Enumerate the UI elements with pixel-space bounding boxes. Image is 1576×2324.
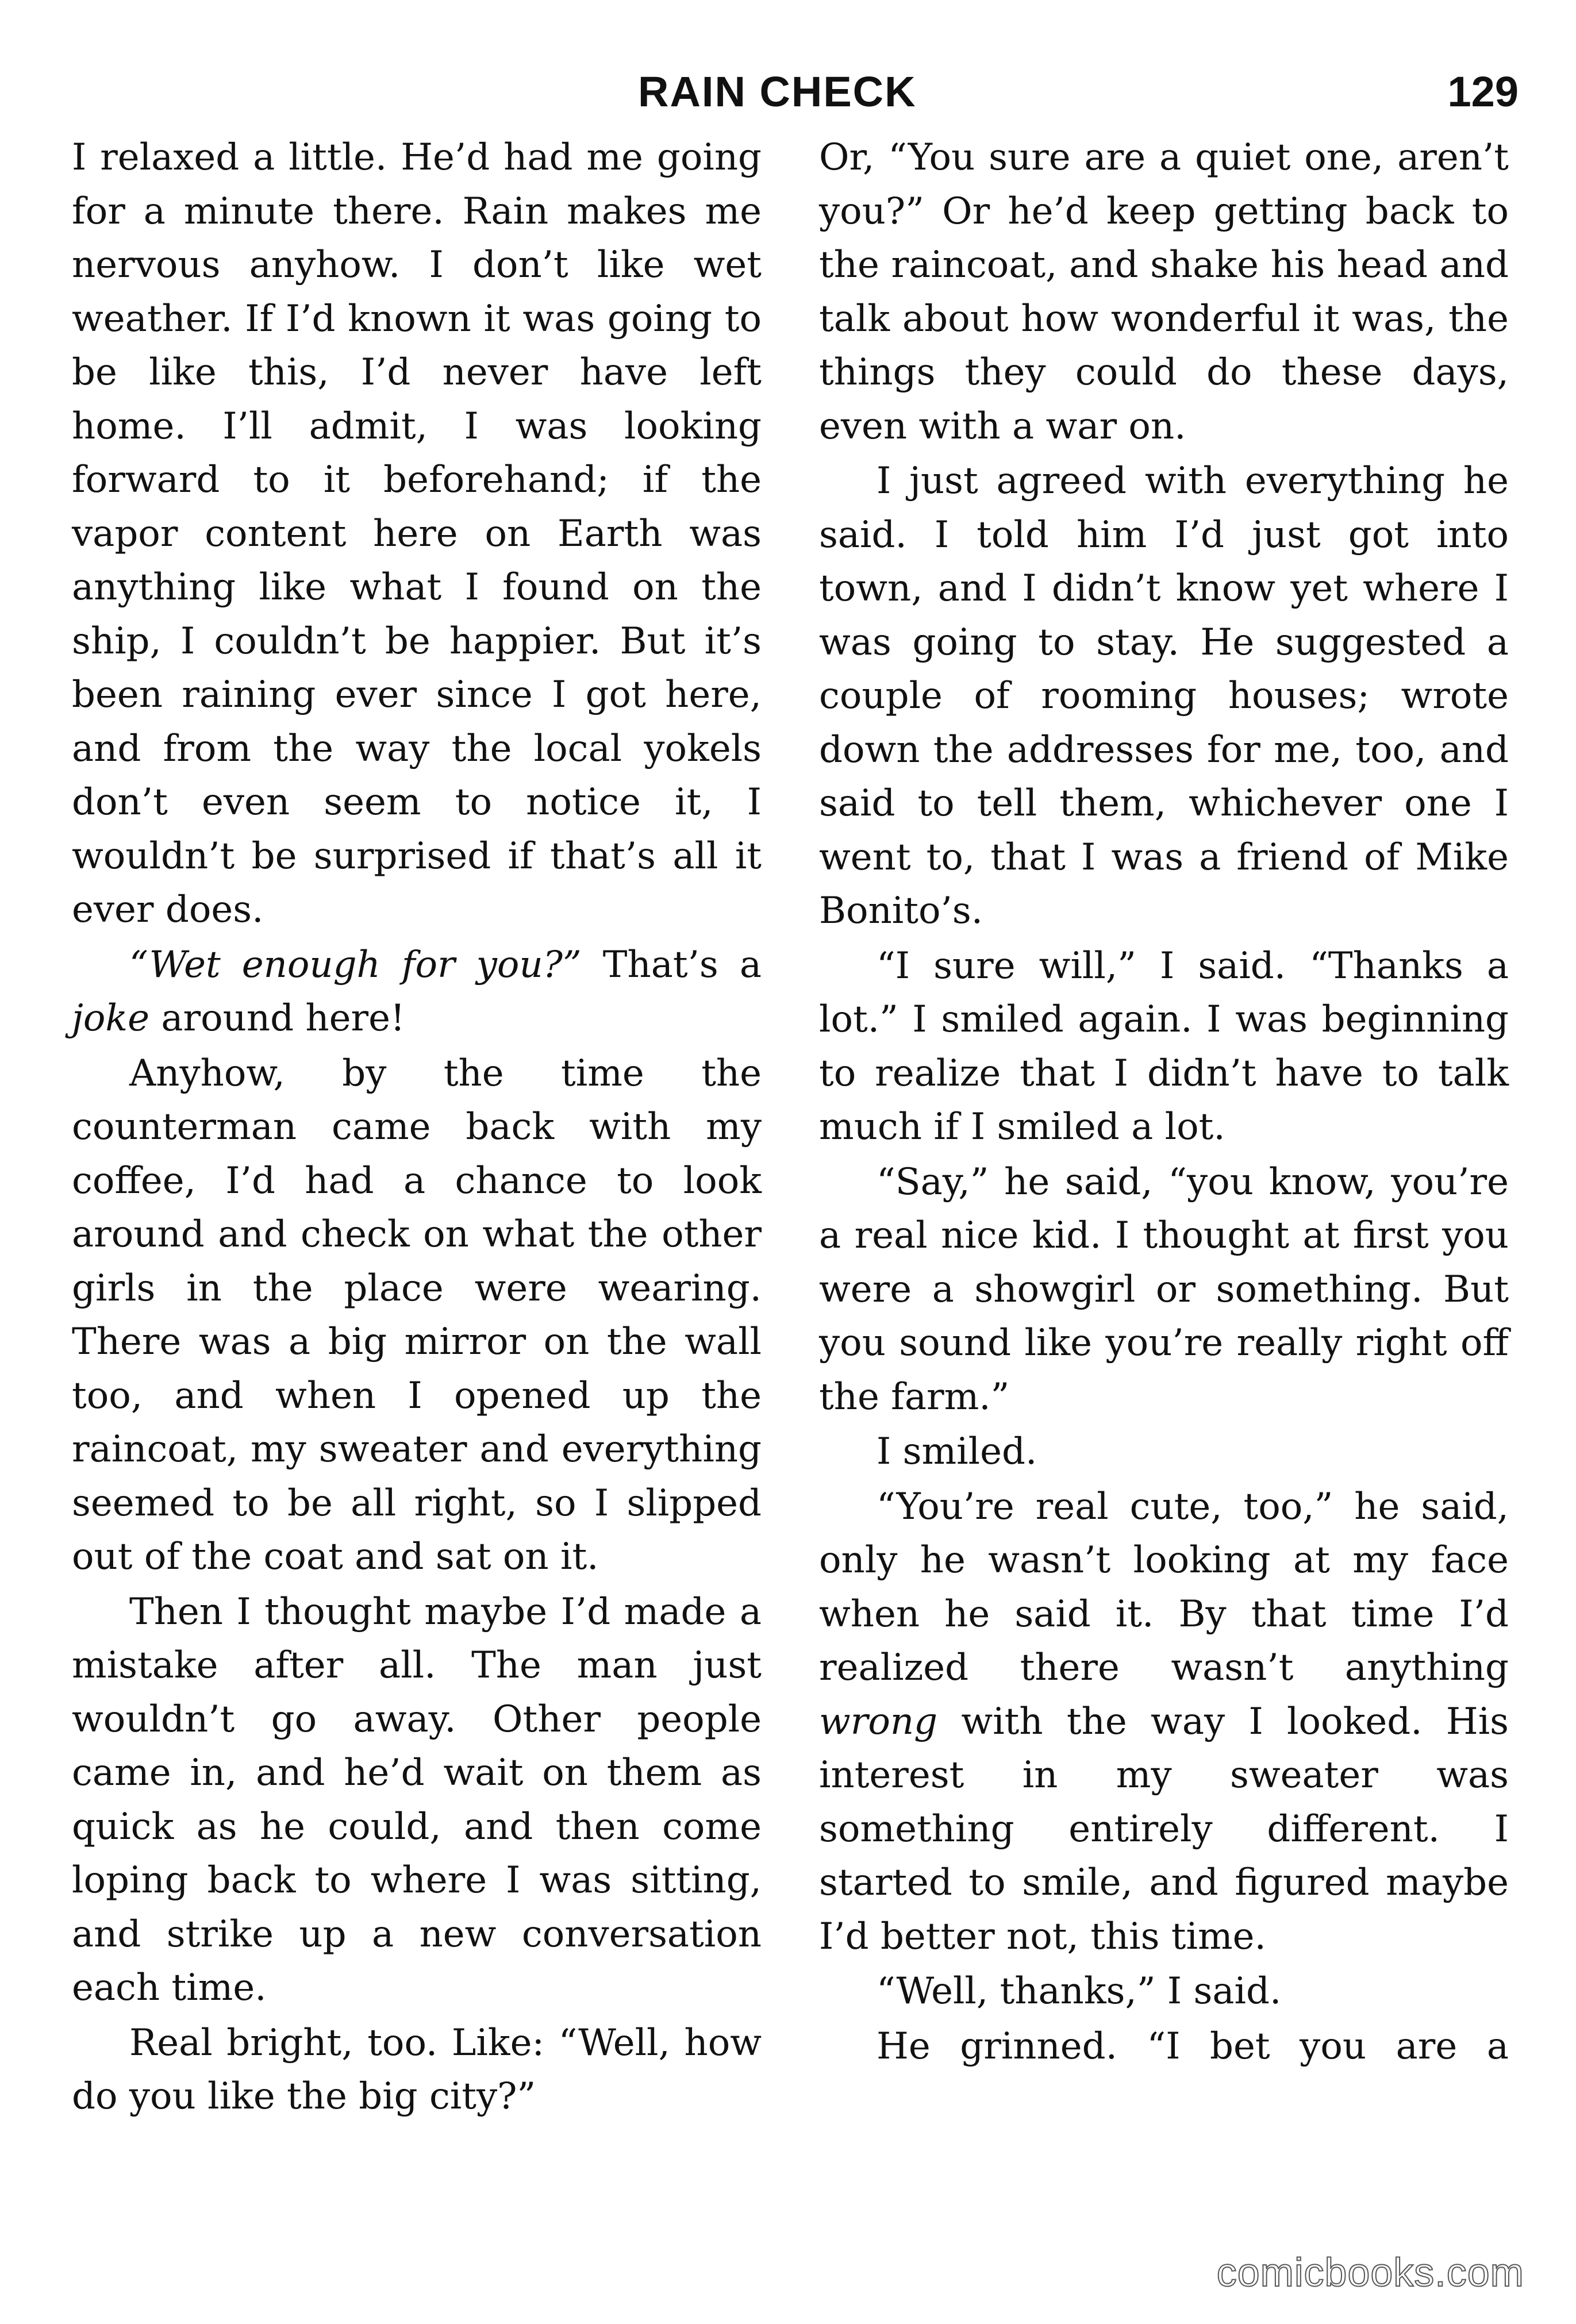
- running-head-title: RAIN CHECK: [638, 68, 917, 116]
- paragraph-text: That’s a: [581, 943, 762, 986]
- paragraph: [72, 938, 762, 1046]
- paragraph: [819, 940, 1509, 1155]
- paragraph: [72, 131, 762, 937]
- paragraph-text: I just agreed with everything he said. I told him I’d just got into town, and I didn’t know yet where I was going to stay. He suggested a couple of rooming houses; wrote down the addresses for me, too, and said to tell them, whichever one I went to, that I was a friend of Mike Bonito’s.: [819, 460, 1509, 932]
- paragraph: [72, 1586, 762, 2015]
- paragraph-text: “Well, thanks,” I said.: [877, 1970, 1282, 2013]
- right-text-column: [819, 131, 1509, 2075]
- paragraph: [819, 1965, 1509, 2019]
- paragraph: [819, 1425, 1509, 1479]
- page-number: 129: [1447, 68, 1519, 116]
- paragraph-text: Then I thought maybe I’d made a mistake after all. The man just wouldn’t go away. Other people came in, and he’d wait on them as quick as he could, and then come loping back to where I was sitting, and strike up a new conversation each time.: [72, 1590, 762, 2009]
- paragraph: [819, 455, 1509, 938]
- paragraph: [72, 1047, 762, 1584]
- paragraph-text: I smiled.: [877, 1430, 1037, 1473]
- paragraph-text: “You’re real cute, too,” he said, only he wasn’t looking at my face when he said it. By that time I’d realized there wasn’t anything: [819, 1485, 1509, 1689]
- paragraph: [819, 131, 1509, 453]
- italic-quote: “Wet enough for you?”: [129, 943, 582, 986]
- paragraph-text: “Say,” he said, “you know, you’re a real nice kid. I thought at first you were a showgirl or something. But you sound like you’re really right off the farm.”: [819, 1160, 1509, 1418]
- paragraph-text: around here!: [149, 997, 405, 1040]
- left-text-column: [72, 131, 762, 2125]
- paragraph: [819, 2020, 1509, 2074]
- watermark-text: comicbooks.com: [1216, 2250, 1524, 2295]
- paragraph-text: I relaxed a little. He’d had me going for a minute there. Rain makes me nervous anyhow. I don’t like wet weather. If I’d known it was going to be like this, I’d never have left home. I’ll admit, I was looking forward to it beforehand; if the vapor content here on Earth was anything like what I found on the ship, I couldn’t be happier. But it’s been raining ever since I got here, and from the way the local yokels don’t even seem to notice it, I wouldn’t be surprised if that’s all it ever does.: [72, 136, 762, 931]
- running-head: [0, 57, 1576, 126]
- paragraph: [819, 1480, 1509, 1964]
- paragraph-text: Anyhow, by the time the counterman came back with my coffee, I’d had a chance to look around and check on what the other girls in the place were wearing. There was a big mirror on the wall too, and when I opened up the raincoat, my sweater and everything seemed to be all right, so I slipped out of the coat and sat on it.: [72, 1052, 762, 1578]
- paragraph: [819, 1156, 1509, 1425]
- paragraph-text: Real bright, too. Like: “Well, how do you like the big city?”: [72, 2021, 762, 2118]
- paragraph-text: He grinned. “I bet you are a: [877, 2025, 1509, 2068]
- italic-word: joke: [72, 997, 150, 1040]
- paragraph: [72, 2017, 762, 2124]
- italic-word: wrong: [819, 1700, 938, 1743]
- paragraph-text: “I sure will,” I said. “Thanks a lot.” I smiled again. I was beginning to realize that I didn’t have to talk much if I smiled a lot.: [819, 944, 1509, 1148]
- paragraph-text: with the way I looked. His interest in my sweater was something entirely different. I started to smile, and figured maybe I’d better not, this time.: [819, 1700, 1509, 1958]
- paragraph-text: Or, “You sure are a quiet one, aren’t you?” Or he’d keep getting back to the raincoat, and shake his head and talk about how wonderful it was, the things they could do these days, even with a war on.: [819, 136, 1509, 448]
